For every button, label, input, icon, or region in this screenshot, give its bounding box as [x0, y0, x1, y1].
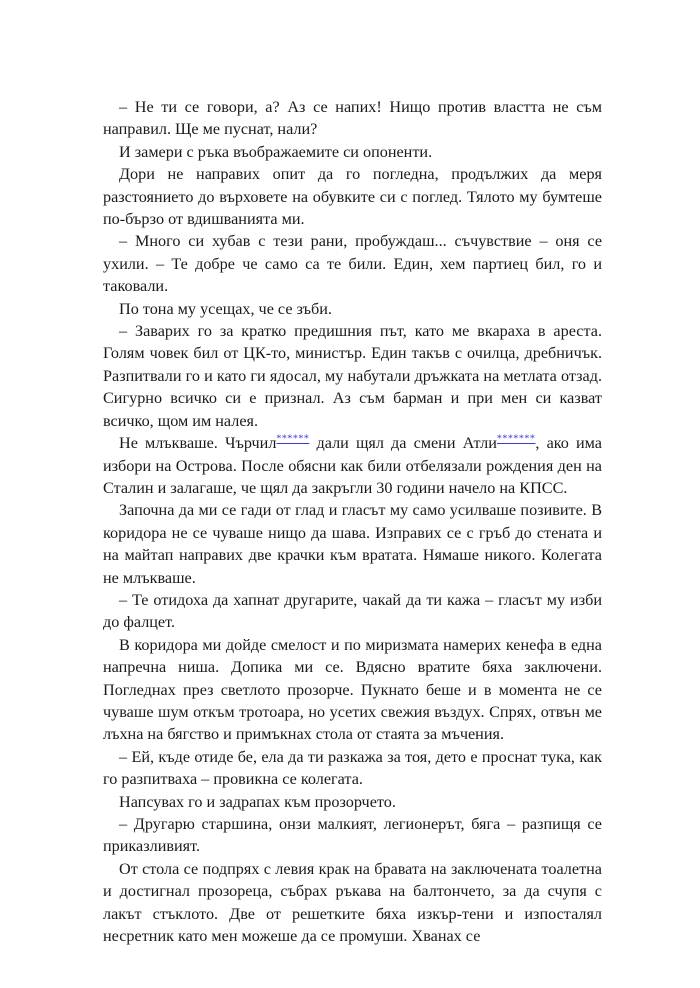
paragraph: Дори не направих опит да го погледна, продължих да меря разстоянието до върховете на обувките си с поглед. Тялото му бумтеше по-бързо от вдишванията ми.	[103, 165, 602, 229]
paragraph-text: дали щял да смени Атли	[309, 434, 497, 453]
paragraph: И замери с ръка въображаемите си опоненти.	[119, 142, 433, 161]
paragraph: Напсувах го и задрапах към прозорчето.	[119, 792, 396, 811]
paragraph-text: Не млъкваше. Чърчил	[119, 434, 277, 453]
paragraph: – Заварих го за кратко предишния път, като ме вкараха в ареста. Голям човек бил от ЦК-то, министър. Един такъв с очилца, дребничък. Разпитвали го и като ги ядосал, му набутали дръжката на метлата отзад. Сигурно всичко си е признал. Аз съм барман и при мен си казват всичко, щом им налея.	[103, 322, 602, 430]
paragraph: – Ей, къде отиде бе, ела да ти разкажа за тоя, дето е проснат тука, как го разпитваха – провикна се колегата.	[103, 747, 602, 789]
paragraph-text: , ако има избори на Острова. После обясни как били отбелязали рождения ден на Сталин и залагаше, че щял да закръгли 30 години начело на КПСС.	[103, 434, 602, 497]
paragraph-with-footnotes	[103, 432, 602, 499]
paragraph: От стола се подпрях с левия крак на бравата на заключената тоалетна и достигнал прозореца, събрах ръкава на балтончето, за да счупя с лакът стъклото. Две от решетките бяха изкър-тени и изпосталял несретник като мен можеше да се промуши. Хванах се	[103, 859, 602, 946]
paragraph: – Не ти се говори, а? Аз се напих! Нищо против властта не съм направил. Ще ме пуснат, нали?	[103, 98, 602, 139]
paragraph: – Другарю старшина, онзи малкият, легионерът, бяга – разпищя се приказливият.	[103, 815, 602, 856]
paragraph: Започна да ми се гади от глад и гласът му само усилваше позивите. В коридора не се чуваше нищо да шава. Изправих се с гръб до стената и на майтап направих две крачки към вратата. Нямаше никого. Колегата не млъкваше.	[103, 501, 602, 587]
paragraph: – Много си хубав с тези рани, пробуждаш... съчувствие – оня се ухили. – Те добре че само са те били. Един, хем партиец бил, го и таковали.	[103, 232, 602, 296]
paragraph: В коридора ми дойде смелост и по миризмата намерих кенефа в една напречна ниша. Допика ми се. Вдясно вратите бяха заключени. Погледнах през светлото прозорче. Пукнато беше и в момента не се чуваше шум откъм тротоара, но усетих свежия въздух. Спрях, отвън ме лъхна на бягство и примъкнах стола от стаята за мъчения.	[103, 635, 602, 744]
footnote-link[interactable]: *******	[496, 433, 536, 445]
footnote-link[interactable]: ******	[276, 433, 310, 445]
paragraph: – Те отидоха да хапнат другарите, чакай да ти кажа – гласът му изби до фалцет.	[103, 590, 602, 632]
paragraph: По тона му усещах, че се зъби.	[119, 299, 332, 318]
